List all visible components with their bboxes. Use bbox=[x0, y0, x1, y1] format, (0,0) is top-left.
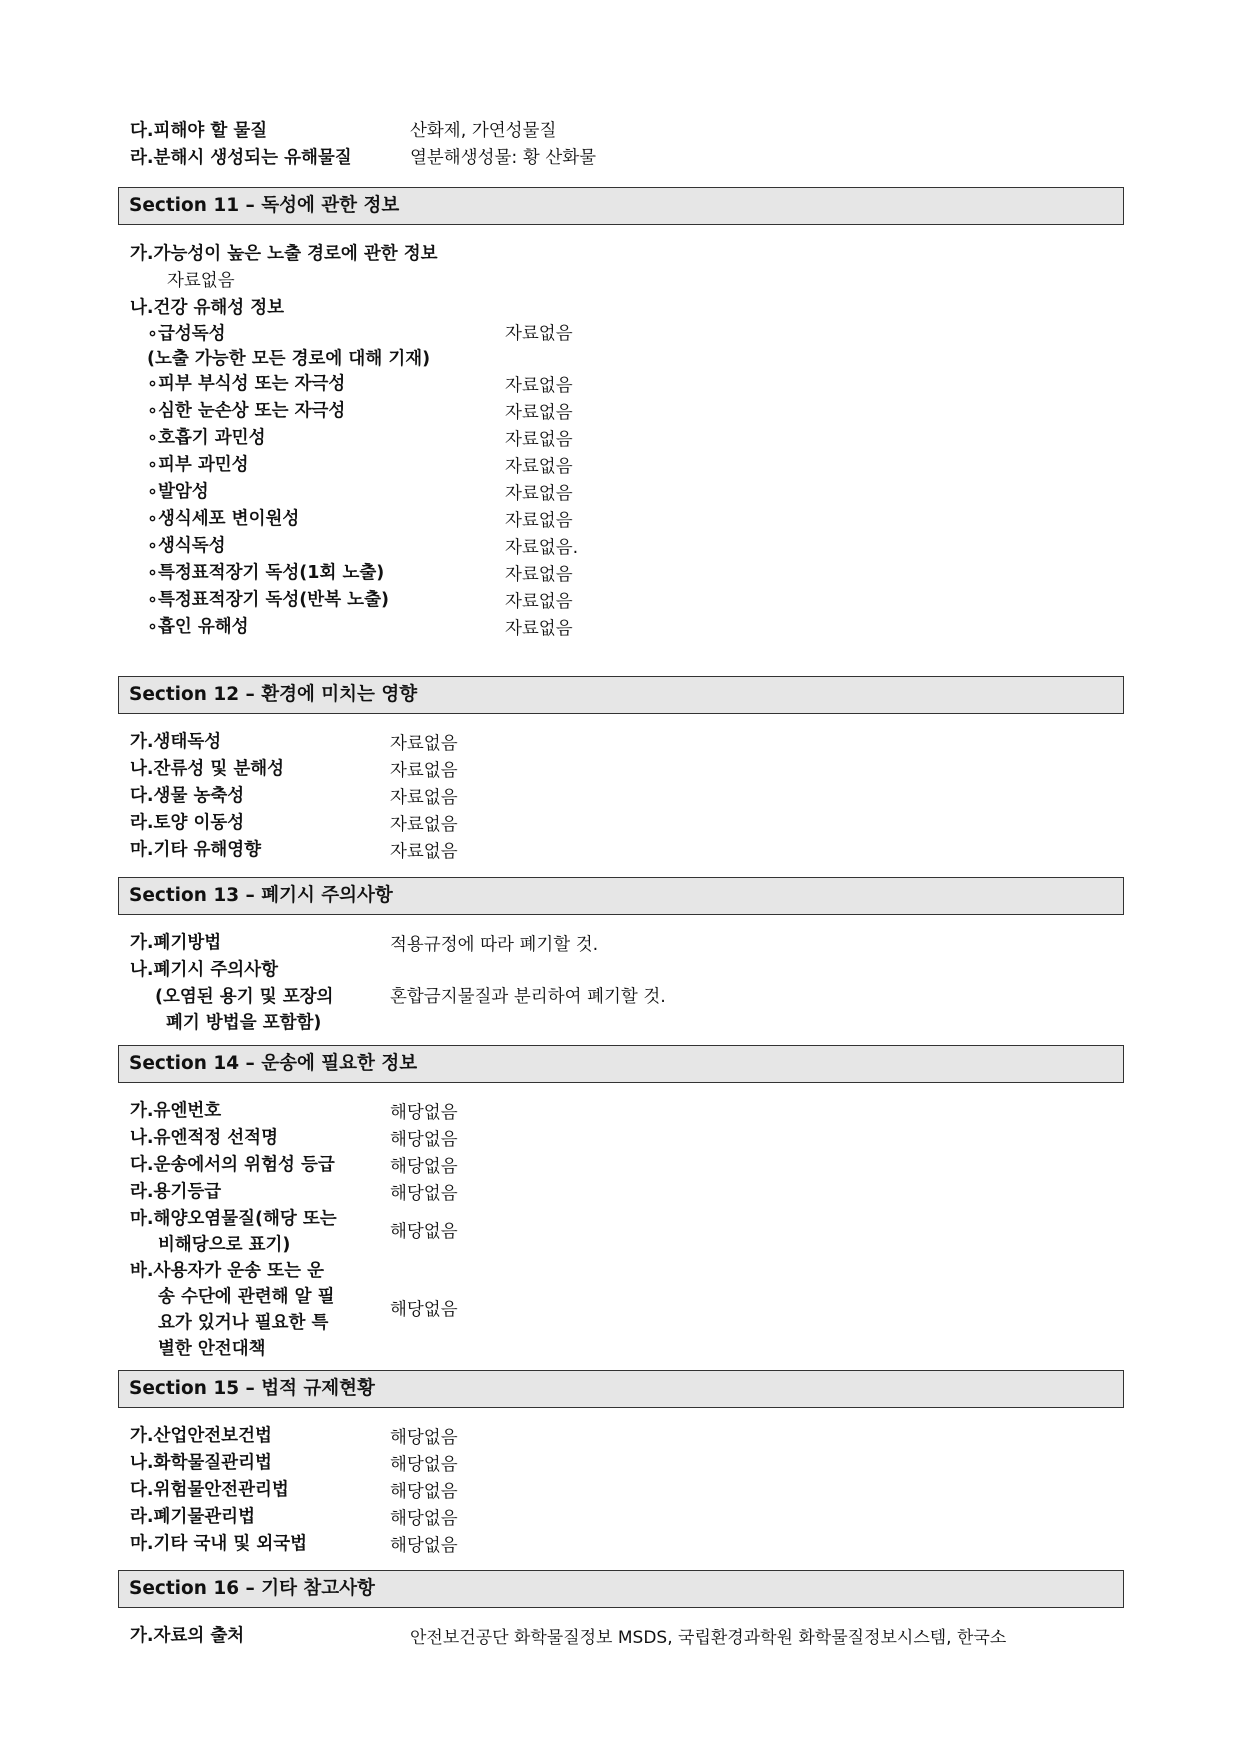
toxicity-item-label: ∘피부 부식성 또는 자극성 bbox=[147, 374, 346, 394]
environment-item-value: 자료없음 bbox=[390, 842, 458, 862]
toxicity-item-label: ∘생식세포 변이원성 bbox=[147, 509, 300, 529]
toxicity-item-value: 자료없음 bbox=[505, 403, 573, 423]
data-source-value: 안전보건공단 화학물질정보 MSDS, 국립환경과학원 화학물질정보시스템, 한국소 bbox=[410, 1628, 1007, 1648]
toxicity-item-value: 자료없음 bbox=[505, 565, 573, 585]
toxicity-item-label: ∘급성독성 bbox=[147, 324, 226, 344]
transport-item-label: 가.유엔번호 bbox=[130, 1101, 222, 1121]
marine-pollutant-note: 비해당으로 표기) bbox=[158, 1235, 291, 1255]
decomposition-value: 열분해생성물: 황 산화물 bbox=[410, 148, 597, 168]
section-14-title: Section 14 – 운송에 필요한 정보 bbox=[129, 1053, 418, 1074]
regulation-item-value: 해당없음 bbox=[390, 1482, 458, 1502]
disposal-caution-value: 혼합금지물질과 분리하여 폐기할 것. bbox=[390, 987, 666, 1007]
transport-item-value: 해당없음 bbox=[390, 1103, 458, 1123]
section-15-header bbox=[118, 1370, 1124, 1408]
environment-item-label: 나.잔류성 및 분해성 bbox=[130, 759, 285, 779]
section-13-title: Section 13 – 폐기시 주의사항 bbox=[129, 885, 393, 906]
transport-item-label: 라.용기등급 bbox=[130, 1182, 222, 1202]
section-13-header bbox=[118, 877, 1124, 915]
environment-item-label: 다.생물 농축성 bbox=[130, 786, 245, 806]
regulation-item-value: 해당없음 bbox=[390, 1509, 458, 1529]
regulation-item-label: 다.위험물안전관리법 bbox=[130, 1480, 289, 1500]
marine-pollutant-label: 마.해양오염물질(해당 또는 bbox=[130, 1209, 337, 1229]
data-source-label: 가.자료의 출처 bbox=[130, 1626, 245, 1646]
section-11-title: Section 11 – 독성에 관한 정보 bbox=[129, 195, 400, 216]
disposal-caution-note: 폐기 방법을 포함함) bbox=[166, 1013, 322, 1033]
exposure-route-label: 가.가능성이 높은 노출 경로에 관한 정보 bbox=[130, 244, 438, 264]
section-12-header bbox=[118, 676, 1124, 714]
toxicity-item-value: 자료없음 bbox=[505, 324, 573, 344]
marine-pollutant-value: 해당없음 bbox=[390, 1222, 458, 1242]
regulation-item-label: 가.산업안전보건법 bbox=[130, 1426, 272, 1446]
environment-item-value: 자료없음 bbox=[390, 734, 458, 754]
environment-item-value: 자료없음 bbox=[390, 815, 458, 835]
disposal-caution-note: (오염된 용기 및 포장의 bbox=[155, 987, 334, 1007]
toxicity-item-label: ∘발암성 bbox=[147, 482, 209, 502]
toxicity-item-label: ∘생식독성 bbox=[147, 536, 226, 556]
environment-item-value: 자료없음 bbox=[390, 761, 458, 781]
environment-item-value: 자료없음 bbox=[390, 788, 458, 808]
transport-item-value: 해당없음 bbox=[390, 1130, 458, 1150]
exposure-route-value: 자료없음 bbox=[167, 271, 235, 291]
section-16-header bbox=[118, 1570, 1124, 1608]
toxicity-item-value: 자료없음 bbox=[505, 484, 573, 504]
disposal-method-value: 적용규정에 따라 폐기할 것. bbox=[390, 935, 599, 955]
toxicity-item-value: 자료없음 bbox=[505, 376, 573, 396]
transport-item-label: 다.운송에서의 위험성 등급 bbox=[130, 1155, 335, 1175]
toxicity-item-value: 자료없음 bbox=[505, 592, 573, 612]
toxicity-item-label: ∘특정표적장기 독성(반복 노출) bbox=[147, 590, 389, 610]
regulation-item-label: 마.기타 국내 및 외국법 bbox=[130, 1534, 308, 1554]
special-precautions-line: 송 수단에 관련해 알 필 bbox=[158, 1287, 335, 1307]
toxicity-item-label: ∘심한 눈손상 또는 자극성 bbox=[147, 401, 346, 421]
avoid-materials-value: 산화제, 가연성물질 bbox=[410, 121, 557, 141]
section-11-header bbox=[118, 187, 1124, 225]
toxicity-item-value: 자료없음 bbox=[505, 430, 573, 450]
disposal-caution-label: 나.폐기시 주의사항 bbox=[130, 960, 278, 980]
disposal-method-label: 가.폐기방법 bbox=[130, 933, 222, 953]
regulation-item-value: 해당없음 bbox=[390, 1455, 458, 1475]
regulation-item-value: 해당없음 bbox=[390, 1536, 458, 1556]
section-16-title: Section 16 – 기타 참고사항 bbox=[129, 1578, 375, 1599]
transport-item-value: 해당없음 bbox=[390, 1184, 458, 1204]
health-hazard-label: 나.건강 유해성 정보 bbox=[130, 298, 285, 318]
decomposition-label: 라.분해시 생성되는 유해물질 bbox=[130, 148, 352, 168]
environment-item-label: 라.토양 이동성 bbox=[130, 813, 245, 833]
transport-item-label: 나.유엔적정 선적명 bbox=[130, 1128, 278, 1148]
regulation-item-value: 해당없음 bbox=[390, 1428, 458, 1448]
transport-item-value: 해당없음 bbox=[390, 1157, 458, 1177]
regulation-item-label: 나.화학물질관리법 bbox=[130, 1453, 272, 1473]
toxicity-item-label: ∘피부 과민성 bbox=[147, 455, 249, 475]
special-precautions-label: 바.사용자가 운송 또는 운 bbox=[130, 1261, 324, 1281]
section-14-header bbox=[118, 1045, 1124, 1083]
toxicity-item-label: ∘특정표적장기 독성(1회 노출) bbox=[147, 563, 385, 583]
toxicity-item-value: 자료없음 bbox=[505, 511, 573, 531]
toxicity-item-value: 자료없음. bbox=[505, 538, 579, 558]
special-precautions-line: 별한 안전대책 bbox=[158, 1339, 266, 1359]
section-12-title: Section 12 – 환경에 미치는 영향 bbox=[129, 684, 418, 705]
environment-item-label: 가.생태독성 bbox=[130, 732, 222, 752]
special-precautions-line: 요가 있거나 필요한 특 bbox=[158, 1313, 329, 1333]
regulation-item-label: 라.폐기물관리법 bbox=[130, 1507, 255, 1527]
avoid-materials-label: 다.피해야 할 물질 bbox=[130, 121, 268, 141]
acute-toxicity-note: (노출 가능한 모든 경로에 대해 기재) bbox=[147, 349, 431, 369]
section-15-title: Section 15 – 법적 규제현황 bbox=[129, 1378, 375, 1399]
toxicity-item-value: 자료없음 bbox=[505, 619, 573, 639]
toxicity-item-label: ∘호흡기 과민성 bbox=[147, 428, 266, 448]
toxicity-item-value: 자료없음 bbox=[505, 457, 573, 477]
toxicity-item-label: ∘흡인 유해성 bbox=[147, 617, 249, 637]
environment-item-label: 마.기타 유해영향 bbox=[130, 840, 262, 860]
special-precautions-value: 해당없음 bbox=[390, 1300, 458, 1320]
